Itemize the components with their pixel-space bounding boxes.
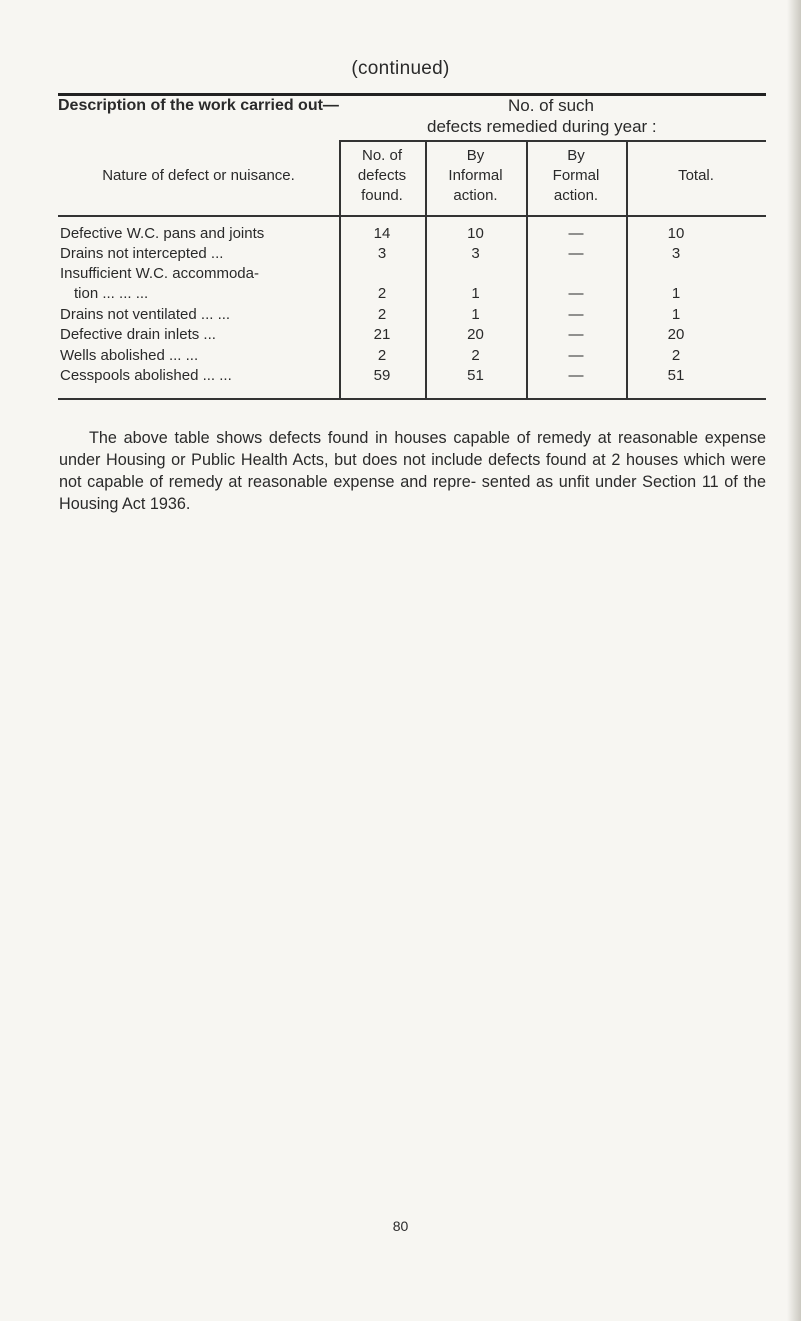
page-number: 80 (392, 1218, 409, 1234)
row-nature-continued: tion ... ... ... (74, 285, 149, 302)
column-header-formal (526, 146, 626, 206)
header-top-rule (339, 140, 766, 142)
header-line: found. (361, 187, 403, 204)
row-nature: Insufficient W.C. accommoda- (60, 265, 259, 282)
row-informal: 2 (471, 347, 480, 364)
top-rule (58, 93, 766, 96)
row-nature: Cesspools abolished ... ... (60, 367, 232, 384)
section-title: Description of the work carried out— (58, 97, 339, 114)
row-found: 59 (373, 367, 391, 384)
header-bottom-rule (58, 215, 766, 217)
row-formal: — (568, 225, 584, 242)
row-formal: — (568, 326, 584, 343)
row-informal: 1 (471, 285, 480, 302)
row-total: 10 (667, 225, 685, 242)
row-total: 2 (671, 347, 681, 364)
row-nature: Defective W.C. pans and joints (60, 225, 265, 242)
row-nature: Wells abolished ... ... (60, 347, 199, 364)
row-nature: Defective drain inlets ... (60, 326, 216, 343)
row-formal: — (568, 245, 584, 262)
remedied-heading-line1: No. of such (508, 96, 594, 115)
header-line: Nature of defect or nuisance. (102, 167, 295, 184)
header-line: No. of (361, 147, 403, 164)
header-line: action. (453, 187, 498, 204)
row-formal: — (568, 306, 584, 323)
row-found: 14 (373, 225, 391, 242)
row-total: 1 (671, 285, 681, 302)
column-header-found (339, 146, 425, 206)
row-found: 2 (377, 347, 387, 364)
header-line: Total. (678, 167, 714, 184)
table-bottom-rule (58, 398, 766, 400)
row-informal: 10 (467, 225, 484, 242)
continued-label: (continued) (351, 58, 450, 79)
row-found: 2 (377, 285, 387, 302)
header-line: By (466, 147, 485, 164)
row-nature: Drains not intercepted ... (60, 245, 224, 262)
header-line: Formal (552, 167, 600, 184)
row-found: 21 (373, 326, 391, 343)
header-line: defects (357, 167, 407, 184)
row-found: 3 (377, 245, 387, 262)
column-header-nature (58, 166, 339, 186)
page-edge-shadow (787, 0, 801, 1321)
row-found: 2 (377, 306, 387, 323)
row-formal: — (568, 347, 584, 364)
column-header-total (626, 166, 766, 186)
row-formal: — (568, 367, 584, 384)
header-line: By (567, 147, 585, 164)
row-nature: Drains not ventilated ... ... (60, 306, 231, 323)
row-informal: 3 (471, 245, 480, 262)
header-line: Informal (448, 167, 503, 184)
explanatory-paragraph: The above table shows defects found in houses capable of remedy at reasonable expense under Housing or Public Health Acts, but does not include defects found at 2 houses which were not capable of remedy at reasonable expense and repre- sented as unfit under Section 11 of the Housing Act 1936. (59, 429, 766, 514)
row-informal: 20 (467, 326, 484, 343)
row-total: 20 (667, 326, 685, 343)
row-informal: 51 (467, 367, 484, 384)
remedied-heading-line2: defects remedied during year : (427, 117, 657, 136)
row-informal: 1 (471, 306, 480, 323)
row-total: 1 (671, 306, 681, 323)
header-line: action. (553, 187, 599, 204)
row-formal: — (568, 285, 584, 302)
column-header-informal (425, 146, 526, 206)
row-total: 51 (667, 367, 685, 384)
row-total: 3 (671, 245, 681, 262)
